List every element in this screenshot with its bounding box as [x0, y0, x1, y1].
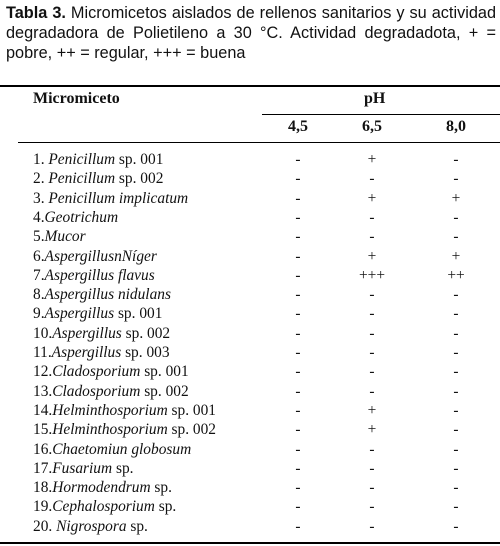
- species-italic: Cephalosporium: [52, 498, 155, 516]
- species-italic: Nigrospora: [56, 517, 127, 535]
- species-italic: Helminthosporium: [52, 401, 168, 419]
- species-italic: Cladosporium: [52, 382, 141, 400]
- row-number: 2.: [33, 170, 49, 188]
- species-suffix: sp. 002: [115, 170, 164, 188]
- row-number: 17.: [33, 459, 53, 477]
- activity-value: -: [453, 324, 459, 342]
- table-row: [0, 189, 500, 208]
- species-italic: Penicillum: [48, 170, 116, 188]
- micromiceto-name: [33, 304, 162, 323]
- micromiceto-name: [33, 266, 155, 285]
- micromiceto-name: [33, 343, 170, 362]
- activity-value: +: [367, 401, 377, 419]
- activity-value: -: [369, 344, 375, 361]
- row-number: 9.: [33, 305, 45, 323]
- table-row: [0, 304, 500, 323]
- species-italic: Fusarium: [52, 459, 113, 477]
- table-row: [0, 227, 500, 246]
- table-row: [0, 208, 500, 227]
- row-number: 19.: [33, 498, 53, 516]
- micromiceto-name: [33, 324, 170, 343]
- table-row: [0, 169, 500, 188]
- micromiceto-name: [33, 150, 163, 169]
- activity-value: -: [369, 517, 375, 535]
- species-italic: Geotrichum: [44, 208, 119, 226]
- activity-value: +: [451, 189, 461, 207]
- activity-value: ++: [447, 266, 465, 284]
- row-number: 15.: [33, 421, 53, 439]
- micromiceto-name: [33, 420, 216, 439]
- activity-value: -: [295, 344, 301, 361]
- row-number: 20.: [33, 517, 57, 535]
- species-italic: Penicillum: [48, 151, 116, 168]
- activity-value: -: [295, 151, 301, 168]
- activity-value: -: [295, 266, 301, 284]
- row-number: 14.: [33, 401, 53, 419]
- species-suffix: sp.: [154, 498, 177, 516]
- activity-value: -: [295, 228, 301, 246]
- micromiceto-name: [33, 382, 189, 401]
- activity-value: -: [295, 401, 301, 419]
- table-row: [0, 266, 500, 285]
- activity-value: -: [453, 401, 459, 419]
- activity-value: -: [369, 440, 375, 458]
- table-caption: [6, 3, 496, 63]
- activity-value: -: [453, 228, 459, 246]
- activity-value: -: [295, 324, 301, 342]
- species-italic: Aspergillus: [44, 305, 115, 323]
- micromiceto-name: [33, 517, 148, 536]
- activity-value: -: [295, 363, 301, 381]
- activity-value: -: [295, 170, 301, 188]
- micromiceto-name: [33, 459, 134, 478]
- species-suffix: sp. 001: [140, 363, 189, 381]
- activity-value: +: [451, 247, 461, 265]
- species-italic: Hormodendrum: [52, 479, 151, 497]
- activity-value: -: [369, 170, 375, 188]
- caption-label: Tabla 3.: [6, 4, 66, 22]
- species-suffix: sp. 002: [121, 324, 171, 342]
- table-row: [0, 478, 500, 497]
- micromiceto-name: [33, 169, 163, 188]
- row-number: 6.: [33, 247, 45, 265]
- activity-value: -: [369, 459, 375, 477]
- species-suffix: sp.: [126, 517, 148, 535]
- species-suffix: sp. 003: [121, 344, 170, 361]
- activity-value: +: [367, 189, 377, 207]
- micromiceto-name: [33, 401, 216, 420]
- activity-value: -: [295, 479, 301, 497]
- micromiceto-name: [33, 247, 157, 266]
- species-italic: Aspergillus: [52, 324, 122, 342]
- activity-value: -: [369, 208, 375, 226]
- micromiceto-name: [33, 497, 176, 516]
- row-number: 5.: [33, 228, 45, 246]
- row-number: 7.: [33, 266, 45, 284]
- activity-value: -: [453, 498, 459, 516]
- activity-value: -: [369, 479, 375, 497]
- species-italic: AspergillusnNíger: [44, 247, 157, 265]
- activity-value: -: [295, 189, 301, 207]
- activity-value: -: [295, 440, 301, 458]
- header-micromiceto: Micromiceto: [33, 90, 120, 107]
- row-number: 13.: [33, 382, 53, 400]
- table-row: [0, 497, 500, 516]
- activity-value: -: [295, 382, 301, 400]
- activity-value: +: [367, 421, 377, 439]
- species-italic: Helminthosporium: [52, 421, 168, 439]
- activity-value: -: [453, 151, 459, 168]
- species-suffix: sp. 001: [114, 305, 163, 323]
- species-suffix: sp. 001: [115, 151, 164, 168]
- row-number: 1.: [33, 151, 49, 168]
- micromiceto-name: [33, 478, 172, 497]
- micromiceto-name: [33, 362, 189, 381]
- activity-value: -: [295, 459, 301, 477]
- table-row: [0, 343, 500, 362]
- row-number: 10.: [33, 324, 53, 342]
- row-number: 8.: [33, 286, 45, 304]
- activity-value: -: [295, 517, 301, 535]
- micromiceto-name: [33, 189, 188, 208]
- activity-value: -: [453, 459, 459, 477]
- activity-value: -: [453, 208, 459, 226]
- activity-value: -: [369, 363, 375, 381]
- table-row: [0, 382, 500, 401]
- activity-value: -: [453, 344, 459, 361]
- activity-value: -: [453, 479, 459, 497]
- table-row: [0, 420, 500, 439]
- activity-value: -: [453, 421, 459, 439]
- activity-value: -: [369, 305, 375, 323]
- bottom-rule: [0, 542, 500, 544]
- row-number: 18.: [33, 479, 53, 497]
- activity-value: -: [295, 208, 301, 226]
- species-italic: Chaetomiun globosum: [52, 440, 192, 458]
- ph-rule: [262, 114, 500, 115]
- caption-text: Micromicetos aislados de rellenos sanitarios y su actividad degradadora de Polietileno a 30 °C. Actividad degradadota, + = pobre, ++ = regular, +++ = buena: [6, 4, 496, 62]
- table-row: [0, 362, 500, 381]
- activity-value: -: [369, 498, 375, 516]
- micromiceto-name: [33, 208, 118, 227]
- header-rule: [18, 142, 500, 143]
- micromiceto-name: [33, 227, 86, 246]
- table-row: [0, 401, 500, 420]
- table-row: [0, 517, 500, 536]
- table-row: [0, 150, 500, 169]
- table-row: [0, 324, 500, 343]
- species-italic: Aspergillus: [51, 344, 122, 361]
- row-number: 11.: [33, 344, 52, 361]
- activity-value: -: [295, 498, 301, 516]
- activity-value: -: [453, 170, 459, 188]
- activity-value: -: [295, 305, 301, 323]
- activity-value: +: [367, 247, 377, 265]
- activity-value: -: [453, 517, 459, 535]
- species-suffix: sp.: [112, 459, 134, 477]
- activity-value: +++: [358, 266, 386, 284]
- top-rule: [0, 85, 500, 87]
- species-suffix: sp. 002: [140, 382, 189, 400]
- row-number: 12.: [33, 363, 53, 381]
- table-row: [0, 285, 500, 304]
- header-ph-4-5: 4,5: [288, 118, 308, 135]
- species-italic: Aspergillus nidulans: [44, 286, 171, 304]
- activity-value: -: [453, 382, 459, 400]
- micromiceto-name: [33, 285, 171, 304]
- header-ph: pH: [364, 90, 386, 107]
- species-suffix: sp.: [150, 479, 172, 497]
- header-ph-8-0: 8,0: [446, 118, 466, 135]
- activity-value: -: [369, 228, 375, 246]
- table-row: [0, 247, 500, 266]
- species-suffix: sp. 001: [167, 401, 217, 419]
- species-italic: Aspergillus flavus: [44, 266, 155, 284]
- table-row: [0, 440, 500, 459]
- row-number: 4.: [33, 208, 45, 226]
- micromiceto-name: [33, 440, 191, 459]
- activity-value: -: [369, 286, 375, 304]
- activity-value: +: [367, 151, 377, 168]
- activity-value: -: [453, 440, 459, 458]
- activity-value: -: [295, 286, 301, 304]
- activity-value: -: [453, 363, 459, 381]
- species-italic: Mucor: [44, 228, 86, 246]
- activity-value: -: [369, 324, 375, 342]
- activity-value: -: [453, 305, 459, 323]
- activity-value: -: [295, 247, 301, 265]
- row-number: 3.: [33, 189, 49, 207]
- row-number: 16.: [33, 440, 53, 458]
- species-italic: Penicillum implicatum: [48, 189, 189, 207]
- activity-value: -: [369, 382, 375, 400]
- activity-value: -: [453, 286, 459, 304]
- activity-value: -: [295, 421, 301, 439]
- table-row: [0, 459, 500, 478]
- header-ph-6-5: 6,5: [362, 118, 382, 135]
- species-suffix: sp. 002: [167, 421, 217, 439]
- species-italic: Cladosporium: [52, 363, 141, 381]
